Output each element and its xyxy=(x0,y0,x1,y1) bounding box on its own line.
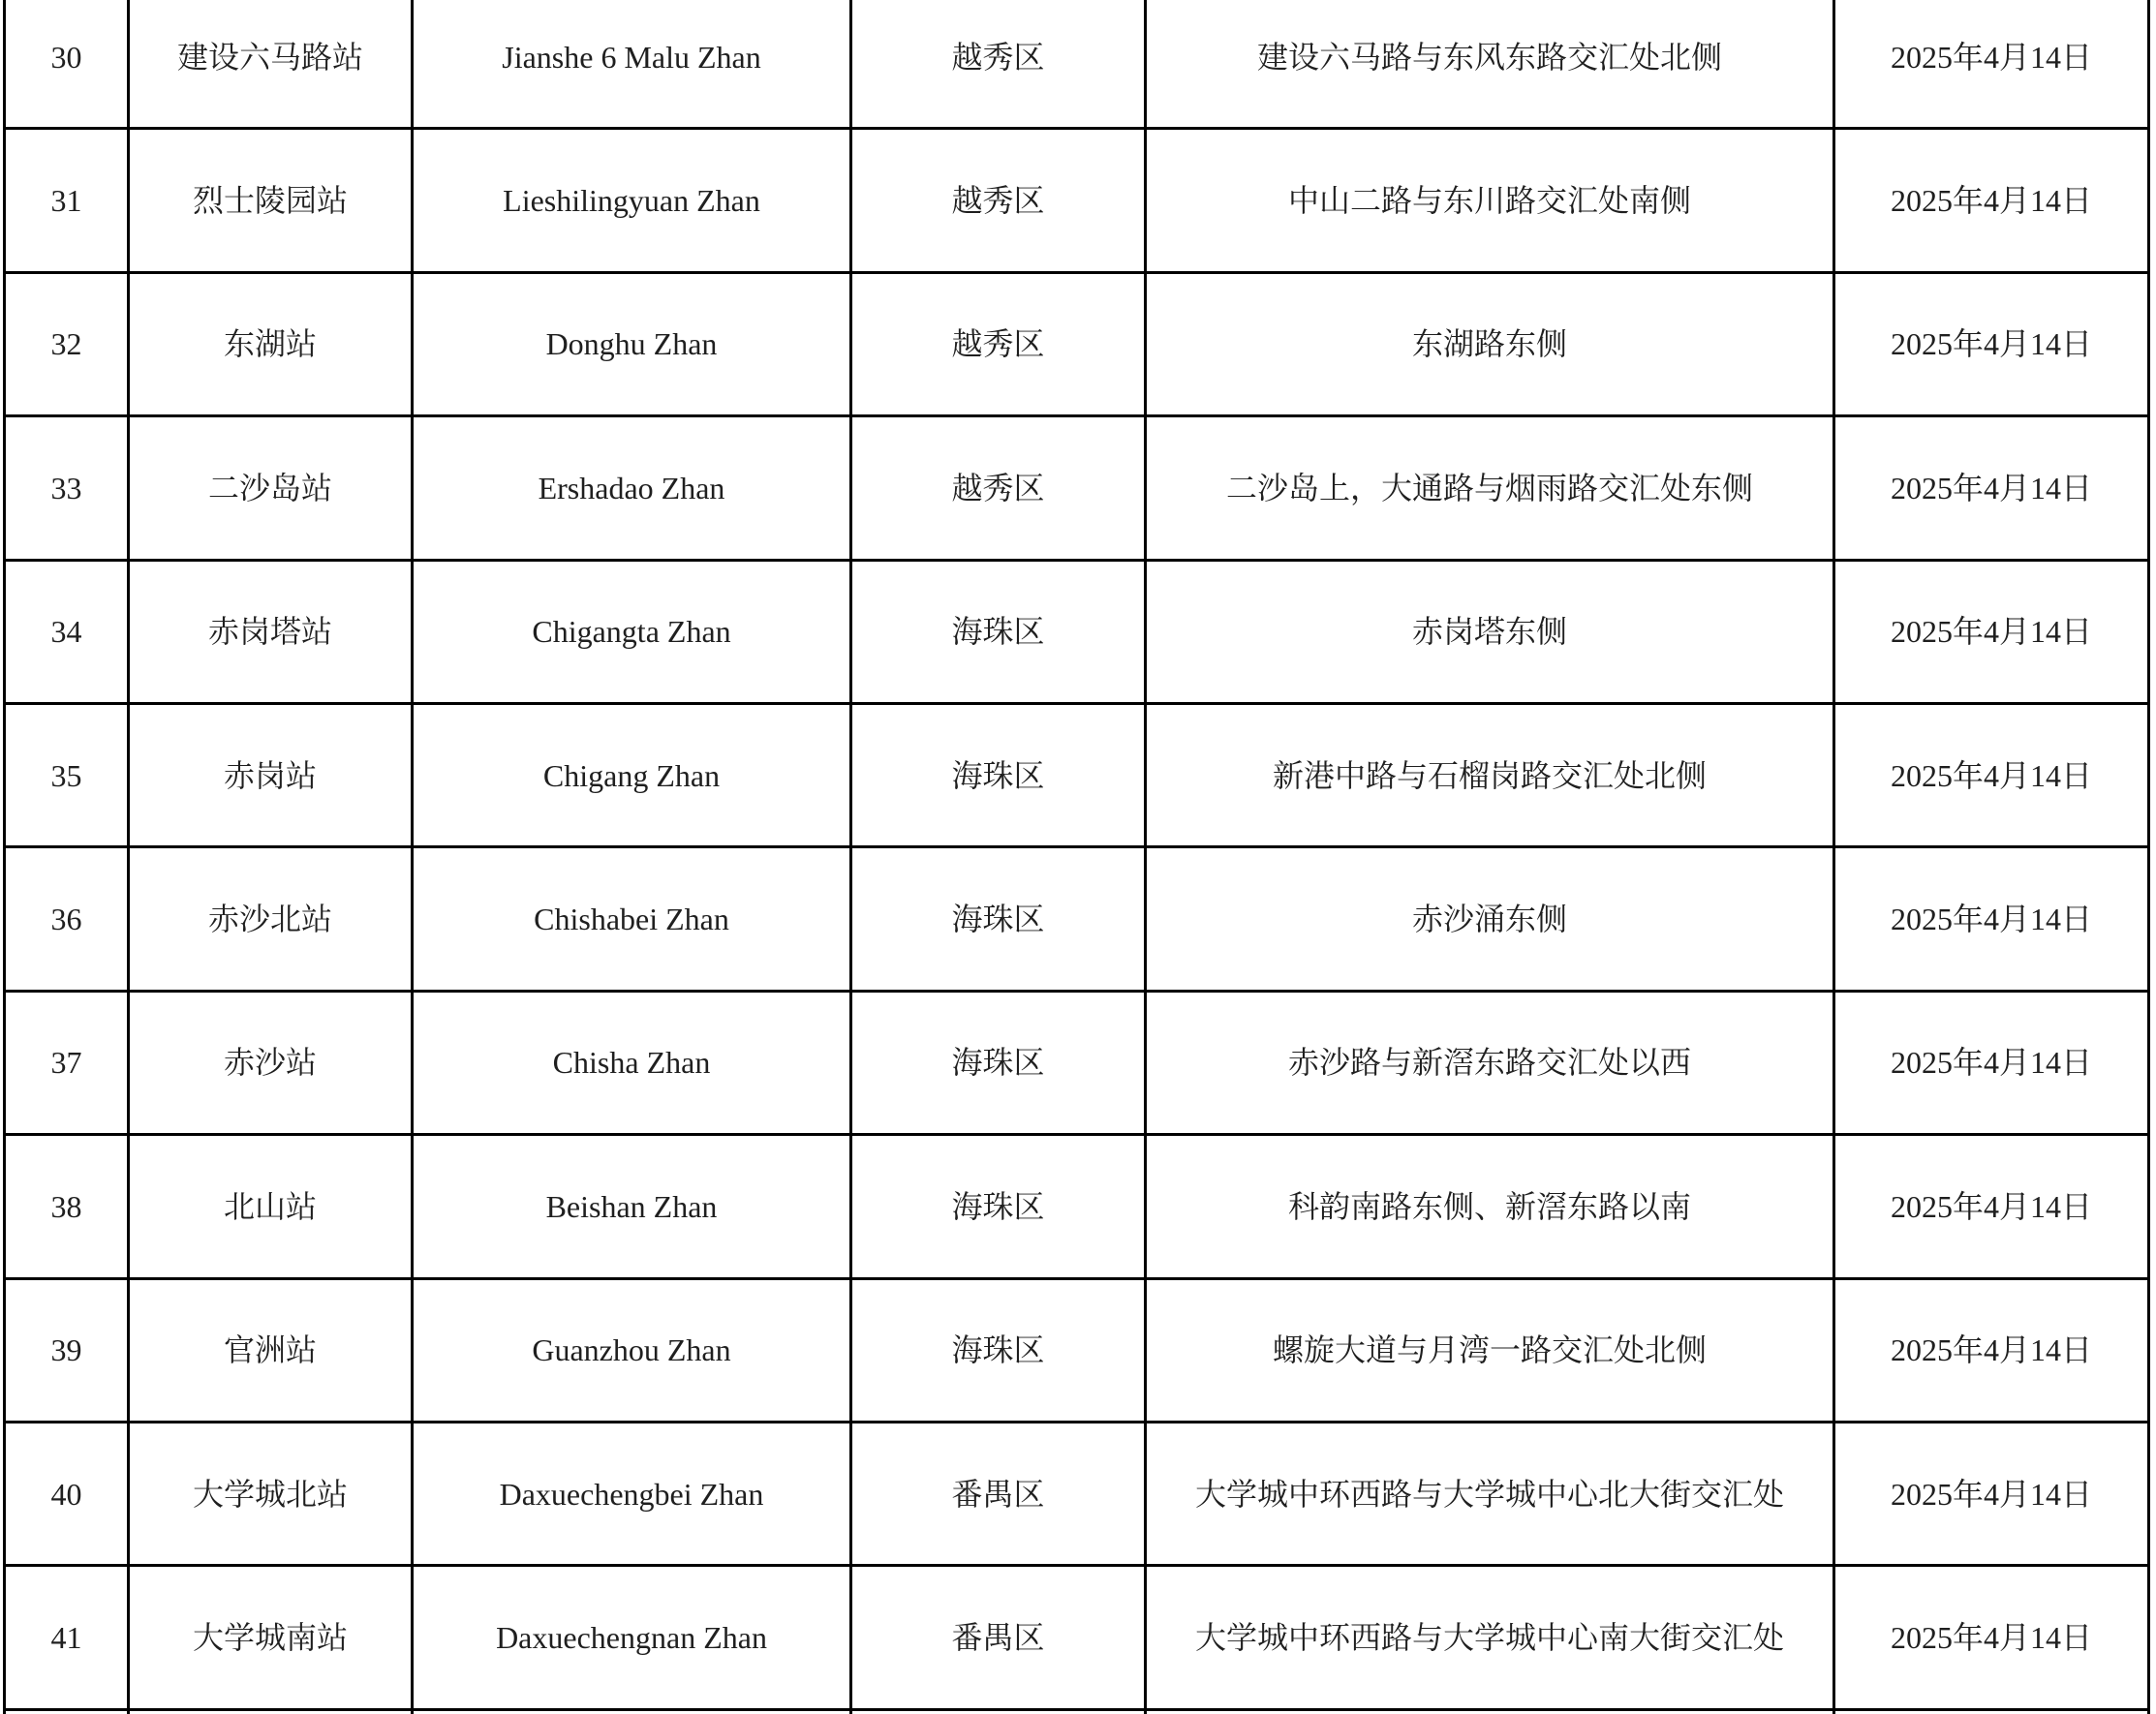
cell-name-en: Chisha Zhan xyxy=(413,991,851,1134)
cell-index: 41 xyxy=(5,1566,129,1709)
cell-location: 建设六马路与东风东路交汇处北侧 xyxy=(1146,0,1834,129)
cell-index: 35 xyxy=(5,703,129,846)
cell-name-cn: 赤沙站 xyxy=(129,991,413,1134)
cell-date: 2025年4月14日 xyxy=(1834,847,2149,991)
cell-name-en: Daxuechengbei Zhan xyxy=(413,1422,851,1565)
cell-location: 中山二路与东川路交汇处南侧 xyxy=(1146,129,1834,272)
cell-district: 海珠区 xyxy=(851,991,1146,1134)
cell-empty xyxy=(1146,1709,1834,1714)
cell-location: 科韵南路东侧、新滘东路以南 xyxy=(1146,1135,1834,1278)
cell-name-cn: 二沙岛站 xyxy=(129,416,413,560)
cell-index: 36 xyxy=(5,847,129,991)
table-row xyxy=(5,1422,2149,1565)
cell-name-en: Chigangta Zhan xyxy=(413,560,851,703)
cell-district: 番禺区 xyxy=(851,1422,1146,1565)
cell-empty xyxy=(129,1709,413,1714)
cell-index: 34 xyxy=(5,560,129,703)
cell-index: 40 xyxy=(5,1422,129,1565)
table-row xyxy=(5,0,2149,129)
cell-name-cn: 烈士陵园站 xyxy=(129,129,413,272)
table-row xyxy=(5,560,2149,703)
table-row xyxy=(5,1278,2149,1422)
cell-date: 2025年4月14日 xyxy=(1834,1135,2149,1278)
cell-location: 大学城中环西路与大学城中心南大街交汇处 xyxy=(1146,1566,1834,1709)
cell-name-cn: 赤岗塔站 xyxy=(129,560,413,703)
table-row xyxy=(5,1135,2149,1278)
cell-location: 大学城中环西路与大学城中心北大街交汇处 xyxy=(1146,1422,1834,1565)
cell-date: 2025年4月14日 xyxy=(1834,129,2149,272)
cell-name-en: Chigang Zhan xyxy=(413,703,851,846)
station-list-table xyxy=(3,0,2150,1714)
cell-name-en: Jianshe 6 Malu Zhan xyxy=(413,0,851,129)
cell-index: 31 xyxy=(5,129,129,272)
cell-name-en: Ershadao Zhan xyxy=(413,416,851,560)
cell-district: 越秀区 xyxy=(851,0,1146,129)
cell-date: 2025年4月14日 xyxy=(1834,560,2149,703)
table-row xyxy=(5,847,2149,991)
cell-district: 海珠区 xyxy=(851,1278,1146,1422)
cell-district: 越秀区 xyxy=(851,272,1146,415)
cell-district: 番禺区 xyxy=(851,1566,1146,1709)
cell-name-en: Guanzhou Zhan xyxy=(413,1278,851,1422)
cell-location: 赤岗塔东侧 xyxy=(1146,560,1834,703)
cell-name-en: Daxuechengnan Zhan xyxy=(413,1566,851,1709)
cell-district: 海珠区 xyxy=(851,560,1146,703)
cell-empty xyxy=(1834,1709,2149,1714)
cell-date: 2025年4月14日 xyxy=(1834,703,2149,846)
cell-name-cn: 赤岗站 xyxy=(129,703,413,846)
cell-date: 2025年4月14日 xyxy=(1834,1278,2149,1422)
cell-name-cn: 建设六马路站 xyxy=(129,0,413,129)
cell-date: 2025年4月14日 xyxy=(1834,1566,2149,1709)
cell-empty xyxy=(851,1709,1146,1714)
cell-date: 2025年4月14日 xyxy=(1834,991,2149,1134)
cell-index: 30 xyxy=(5,0,129,129)
cell-index: 33 xyxy=(5,416,129,560)
table-row xyxy=(5,703,2149,846)
cell-location: 新港中路与石榴岗路交汇处北侧 xyxy=(1146,703,1834,846)
cell-name-en: Beishan Zhan xyxy=(413,1135,851,1278)
cell-empty xyxy=(5,1709,129,1714)
cell-name-cn: 官洲站 xyxy=(129,1278,413,1422)
cell-name-cn: 大学城南站 xyxy=(129,1566,413,1709)
cell-empty xyxy=(413,1709,851,1714)
cell-location: 螺旋大道与月湾一路交汇处北侧 xyxy=(1146,1278,1834,1422)
cell-location: 二沙岛上，大通路与烟雨路交汇处东侧 xyxy=(1146,416,1834,560)
cell-location: 赤沙涌东侧 xyxy=(1146,847,1834,991)
cell-district: 越秀区 xyxy=(851,129,1146,272)
table-row xyxy=(5,416,2149,560)
cell-name-cn: 大学城北站 xyxy=(129,1422,413,1565)
table-row xyxy=(5,991,2149,1134)
cell-name-en: Donghu Zhan xyxy=(413,272,851,415)
cell-date: 2025年4月14日 xyxy=(1834,272,2149,415)
station-table-body xyxy=(5,0,2149,1714)
cell-district: 海珠区 xyxy=(851,703,1146,846)
table-row xyxy=(5,272,2149,415)
cell-name-cn: 东湖站 xyxy=(129,272,413,415)
cell-date: 2025年4月14日 xyxy=(1834,416,2149,560)
table-row-partial xyxy=(5,1709,2149,1714)
cell-name-cn: 北山站 xyxy=(129,1135,413,1278)
cell-name-cn: 赤沙北站 xyxy=(129,847,413,991)
cell-index: 39 xyxy=(5,1278,129,1422)
table-row xyxy=(5,1566,2149,1709)
cell-index: 38 xyxy=(5,1135,129,1278)
cell-name-en: Chishabei Zhan xyxy=(413,847,851,991)
cell-date: 2025年4月14日 xyxy=(1834,0,2149,129)
cell-district: 越秀区 xyxy=(851,416,1146,560)
cell-index: 32 xyxy=(5,272,129,415)
table-row xyxy=(5,129,2149,272)
cell-index: 37 xyxy=(5,991,129,1134)
cell-name-en: Lieshilingyuan Zhan xyxy=(413,129,851,272)
cell-date: 2025年4月14日 xyxy=(1834,1422,2149,1565)
cell-location: 东湖路东侧 xyxy=(1146,272,1834,415)
cell-district: 海珠区 xyxy=(851,1135,1146,1278)
cell-location: 赤沙路与新滘东路交汇处以西 xyxy=(1146,991,1834,1134)
cell-district: 海珠区 xyxy=(851,847,1146,991)
